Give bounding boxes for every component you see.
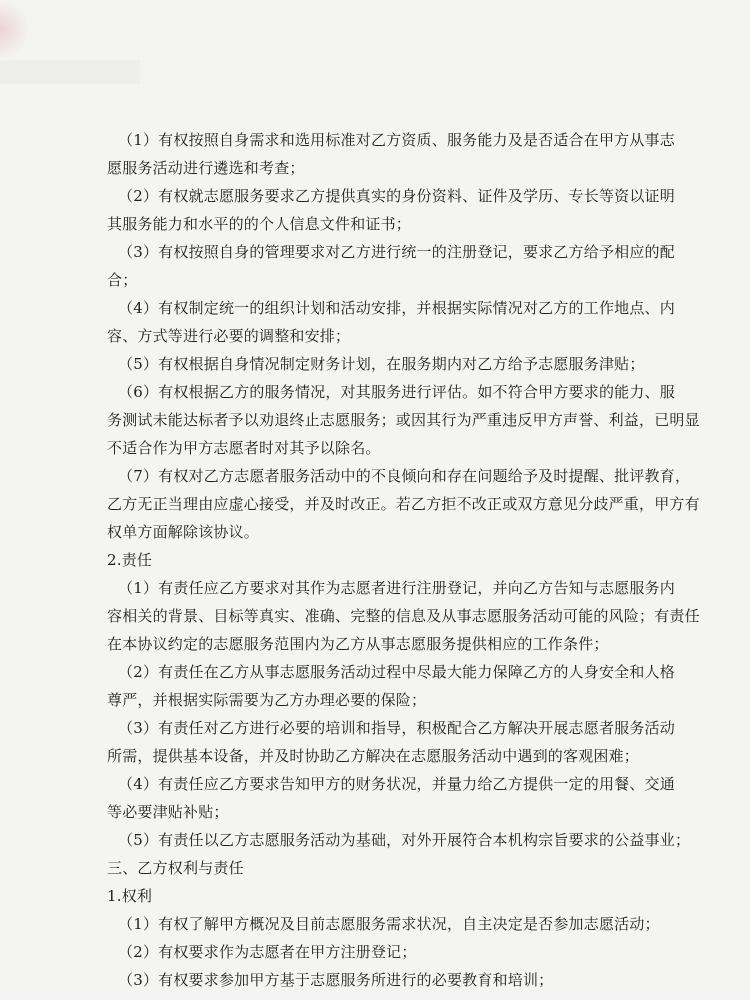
stamp-bleed-mark [0, 0, 30, 60]
text-line: 愿服务活动进行遴选和考查； [107, 159, 305, 177]
text-line: 等必要津贴补贴； [107, 803, 229, 821]
text-line: （1）有权按照自身需求和选用标准对乙方资质、服务能力及是否适合在甲方从事志 [118, 131, 675, 149]
section-heading: 2.责任 [107, 551, 153, 569]
text-line: （3）有权要求参加甲方基于志愿服务所进行的必要教育和培训； [118, 971, 554, 989]
text-line: 尊严，并根据实际需要为乙方办理必要的保险； [107, 691, 427, 709]
text-line: （6）有权根据乙方的服务情况，对其服务进行评估。如不符合甲方要求的能力、服 [118, 383, 675, 401]
text-line: 所需，提供基本设备，并及时协助乙方解决在志愿服务活动中遇到的客观困难； [107, 747, 640, 765]
text-line: 权单方面解除该协议。 [107, 523, 260, 541]
subsection-heading: 1.权利 [107, 887, 153, 905]
text-line: （2）有责任在乙方从事志愿服务活动过程中尽最大能力保障乙方的人身安全和人格 [118, 663, 675, 681]
text-line: （7）有权对乙方志愿者服务活动中的不良倾向和存在问题给予及时提醒、批评教育， [118, 467, 691, 485]
text-line: 务测试未能达标者予以劝退终止志愿服务；或因其行为严重违反甲方声誉、利益，已明显 [107, 411, 700, 429]
text-line: （1）有责任应乙方要求对其作为志愿者进行注册登记，并向乙方告知与志愿服务内 [118, 579, 675, 597]
text-line: 合； [107, 271, 138, 289]
text-line: （2）有权就志愿服务要求乙方提供真实的身份资料、证件及学历、专长等资以证明 [118, 187, 675, 205]
text-line: （2）有权要求作为志愿者在甲方注册登记； [118, 943, 417, 961]
text-line: （5）有责任以乙方志愿服务活动为基础，对外开展符合本机构宗旨要求的公益事业； [118, 831, 691, 849]
text-line: （3）有责任对乙方进行必要的培训和指导，积极配合乙方解决开展志愿者服务活动 [118, 719, 675, 737]
text-line: 在本协议约定的志愿服务范围内为乙方从事志愿服务提供相应的工作条件； [107, 635, 609, 653]
scan-shadow [0, 60, 140, 84]
text-line: （4）有权制定统一的组织计划和活动安排，并根据实际情况对乙方的工作地点、内 [118, 299, 675, 317]
text-line: 不适合作为甲方志愿者时对其予以除名。 [107, 439, 381, 457]
text-line: 其服务能力和水平的的个人信息文件和证书； [107, 215, 412, 233]
text-line: 容、方式等进行必要的调整和安排； [107, 327, 351, 345]
text-line: （4）有责任应乙方要求告知甲方的财务状况，并量力给乙方提供一定的用餐、交通 [118, 775, 675, 793]
text-line: （1）有权了解甲方概况及目前志愿服务需求状况，自主决定是否参加志愿活动； [118, 915, 660, 933]
section-heading: 三、乙方权利与责任 [107, 859, 244, 877]
text-line: 乙方无正当理由应虚心接受，并及时改正。若乙方拒不改正或双方意见分歧严重，甲方有 [107, 495, 700, 513]
text-line: （5）有权根据自身情况制定财务计划，在服务期内对乙方给予志愿服务津贴； [118, 355, 645, 373]
text-line: 容相关的背景、目标等真实、准确、完整的信息及从事志愿服务活动可能的风险；有责任 [107, 607, 700, 625]
text-line: （3）有权按照自身的管理要求对乙方进行统一的注册登记，要求乙方给予相应的配 [118, 243, 675, 261]
